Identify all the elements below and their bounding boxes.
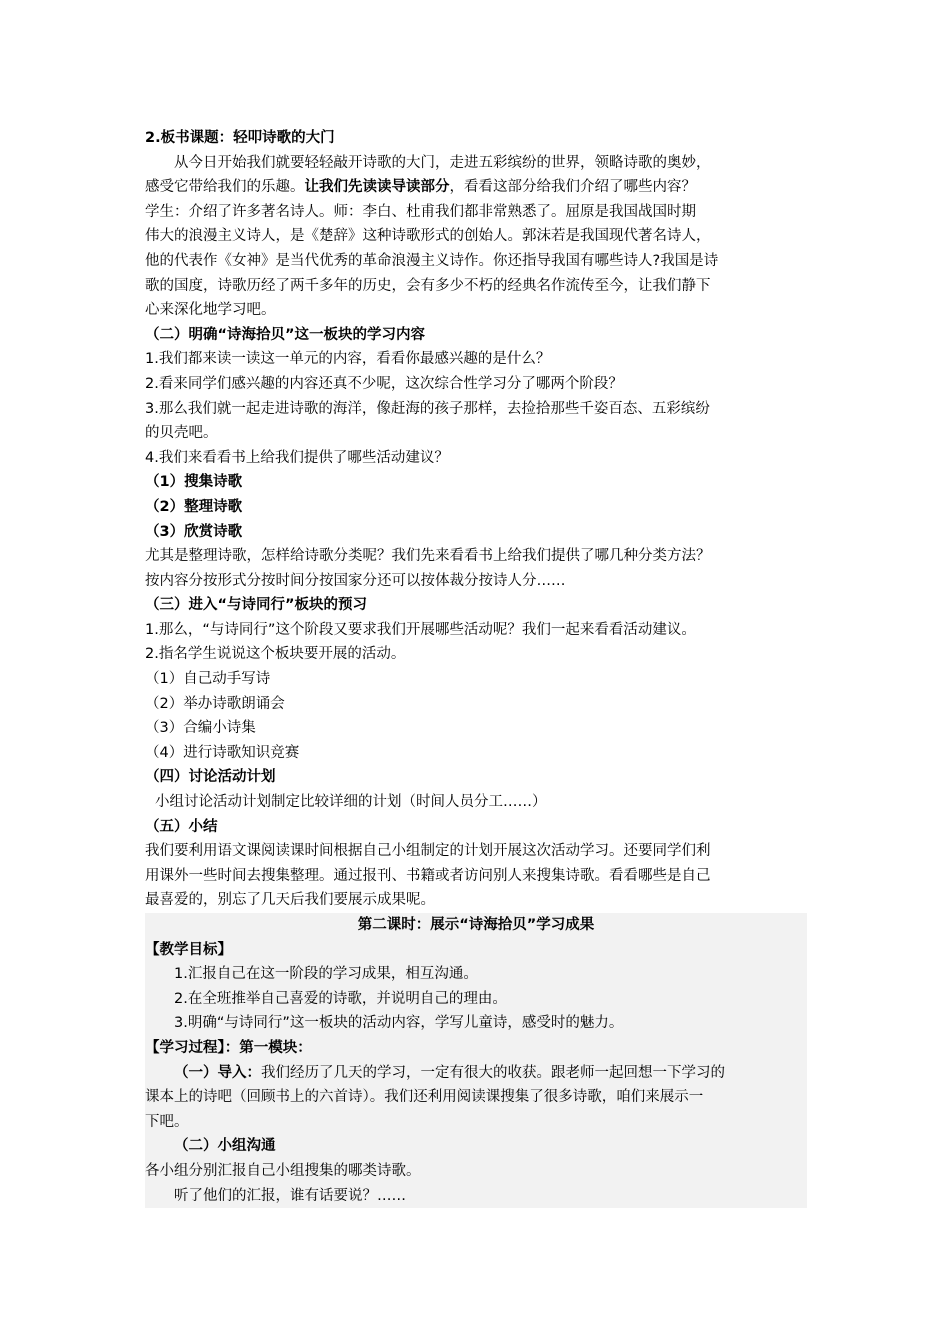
goal-item: 2.在全班推举自己喜爱的诗歌，并说明自己的理由。 bbox=[174, 990, 507, 1007]
activity-item: （2）整理诗歌 bbox=[145, 498, 243, 515]
paragraph-line: 心来深化地学习吧。 bbox=[145, 302, 276, 319]
sub-item: （3）合编小诗集 bbox=[145, 720, 256, 737]
paragraph-line: 各小组分别汇报自己小组搜集的哪类诗歌。 bbox=[145, 1162, 421, 1179]
text-run: 感受它带给我们的乐趣。 bbox=[145, 179, 305, 196]
paragraph-line: 歌的国度，诗歌历经了两千多年的历史，会有多少不朽的经典名作流传至今，让我们静下 bbox=[145, 277, 711, 294]
goal-item: 1.汇报自己在这一阶段的学习成果，相互沟通。 bbox=[174, 966, 478, 983]
paragraph-line: 课本上的诗吧（回顾书上的六首诗）。我们还利用阅读课搜集了很多诗歌，咱们来展示一 bbox=[145, 1089, 704, 1106]
paragraph-line: 尤其是整理诗歌，怎样给诗歌分类呢？我们先来看看书上给我们提供了哪几种分类方法？ bbox=[145, 548, 711, 565]
text-run: ，看看这部分给我们介绍了哪些内容？ bbox=[449, 179, 696, 196]
bold-text-run: 让我们先读读导读部分 bbox=[304, 179, 450, 196]
paragraph-line bbox=[145, 1061, 807, 1086]
list-item: 2.指名学生说说这个板块要开展的活动。 bbox=[145, 646, 406, 663]
paragraph-line: 我们要利用语文课阅读课时间根据自己小组制定的计划开展这次活动学习。还要同学们利 bbox=[145, 843, 711, 860]
group-title: （二）小组沟通 bbox=[174, 1138, 276, 1155]
sub-item: （4）进行诗歌知识竞赛 bbox=[145, 744, 300, 761]
list-item-continued: 的贝壳吧。 bbox=[145, 425, 218, 442]
list-item: 3.那么我们就一起走进诗歌的海洋，像赶海的孩子那样，去捡拾那些千姿百态、五彩缤纷 bbox=[145, 400, 710, 417]
paragraph-line: 从今日开始我们就要轻轻敲开诗歌的大门，走进五彩缤纷的世界，领略诗歌的奥妙， bbox=[174, 154, 711, 171]
list-item: 2.看来同学们感兴趣的内容还真不少呢，这次综合性学习分了哪两个阶段？ bbox=[145, 375, 623, 392]
activity-item: （3）欣赏诗歌 bbox=[145, 523, 243, 540]
sub-item: （2）举办诗歌朗诵会 bbox=[145, 695, 285, 712]
paragraph-line: 学生：介绍了许多著名诗人。师：李白、杜甫我们都非常熟悉了。屈原是我国战国时期 bbox=[145, 203, 696, 220]
lesson-title: 第二课时：展示“诗海拾贝”学习成果 bbox=[357, 917, 595, 933]
paragraph-line: 听了他们的汇报，谁有话要说？…… bbox=[174, 1187, 406, 1204]
text-run: 我们经历了几天的学习，一定有很大的收获。跟老师一起回想一下学习的 bbox=[261, 1064, 725, 1081]
list-item: 1.我们都来读一读这一单元的内容，看看你最感兴趣的是什么？ bbox=[145, 351, 551, 368]
activity-item: （1）搜集诗歌 bbox=[145, 474, 243, 491]
paragraph-line: 下吧。 bbox=[145, 1113, 189, 1130]
list-item: 4.我们来看看书上给我们提供了哪些活动建议？ bbox=[145, 449, 449, 466]
paragraph-line: 按内容分按形式分按时间分按国家分还可以按体裁分按诗人分…… bbox=[145, 572, 566, 589]
paragraph-line: 小组讨论活动计划制定比较详细的计划（时间人员分工……） bbox=[155, 794, 547, 811]
heading-4: （四）讨论活动计划 bbox=[145, 769, 276, 786]
heading-5: （五）小结 bbox=[145, 818, 218, 835]
paragraph-line: 用课外一些时间去搜集整理。通过报刊、书籍或者访问别人来搜集诗歌。看看哪些是自己 bbox=[145, 867, 711, 884]
bold-text-run: （一）导入： bbox=[174, 1064, 261, 1081]
heading-3: （三）进入“与诗同行”板块的预习 bbox=[145, 597, 368, 614]
paragraph-line: 最喜爱的，别忘了几天后我们要展示成果呢。 bbox=[145, 892, 435, 909]
lesson-two-section bbox=[145, 913, 807, 1208]
goals-title: 【教学目标】 bbox=[145, 941, 232, 958]
intro-paragraph bbox=[145, 151, 807, 323]
paragraph-line: 伟大的浪漫主义诗人，是《楚辞》这种诗歌形式的创始人。郭沫若是我国现代著名诗人， bbox=[145, 228, 711, 245]
document-page bbox=[145, 126, 807, 1208]
process-title: 【学习过程】：第一模块： bbox=[145, 1039, 312, 1056]
heading-2: （二）明确“诗海拾贝”这一板块的学习内容 bbox=[145, 326, 426, 343]
paragraph-line bbox=[145, 175, 807, 200]
paragraph-line: 他的代表作《女神》是当代优秀的革命浪漫主义诗作。你还指导我国有哪些诗人?我国是诗 bbox=[145, 252, 719, 269]
sub-item: （1）自己动手写诗 bbox=[145, 671, 271, 688]
section-title: 2.板书课题：轻叩诗歌的大门 bbox=[145, 130, 335, 146]
list-item: 1.那么，“与诗同行”这个阶段又要求我们开展哪些活动呢？我们一起来看看活动建议。 bbox=[145, 621, 696, 638]
goal-item: 3.明确“与诗同行”这一板块的活动内容，学写儿童诗，感受时的魅力。 bbox=[174, 1015, 624, 1032]
